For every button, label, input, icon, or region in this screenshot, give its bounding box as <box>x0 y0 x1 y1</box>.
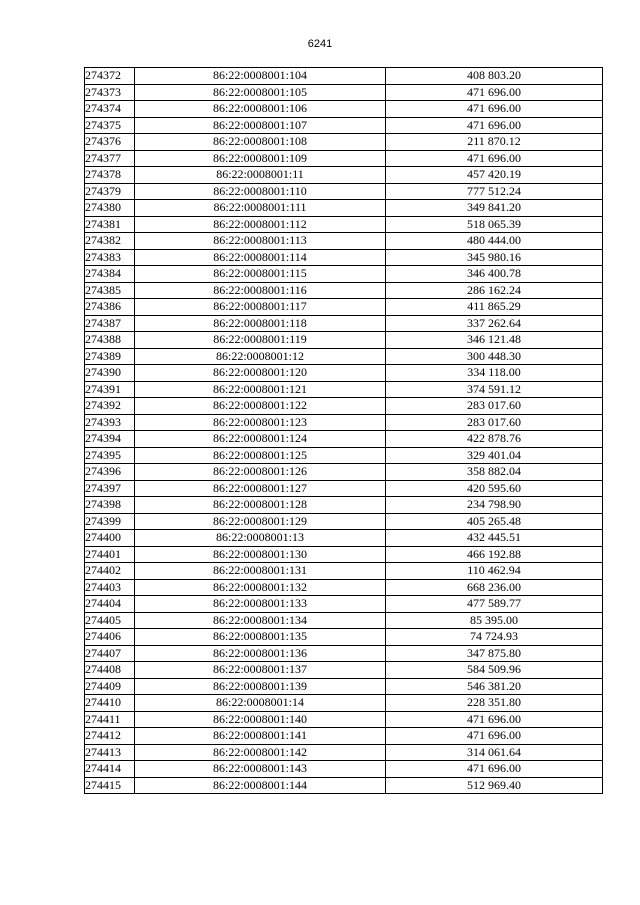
cadastral-number-cell: 86:22:0008001:125 <box>135 447 386 464</box>
row-number-cell: 274412 <box>85 728 135 745</box>
row-number-cell: 274380 <box>85 200 135 217</box>
table-row <box>85 348 603 365</box>
cadastral-number-cell: 86:22:0008001:136 <box>135 645 386 662</box>
cadastral-number-cell: 86:22:0008001:130 <box>135 546 386 563</box>
cadastral-number-cell: 86:22:0008001:128 <box>135 497 386 514</box>
cadastral-value-cell: 471 696.00 <box>386 117 603 134</box>
table-row <box>85 365 603 382</box>
table-row <box>85 761 603 778</box>
cadastral-value-cell: 518 065.39 <box>386 216 603 233</box>
cadastral-number-cell: 86:22:0008001:139 <box>135 678 386 695</box>
table-row <box>85 266 603 283</box>
table-row <box>85 480 603 497</box>
table-row <box>85 579 603 596</box>
table-row <box>85 101 603 118</box>
cadastral-value-cell: 405 265.48 <box>386 513 603 530</box>
cadastral-number-cell: 86:22:0008001:121 <box>135 381 386 398</box>
table-row <box>85 200 603 217</box>
cadastral-number-cell: 86:22:0008001:132 <box>135 579 386 596</box>
cadastral-number-cell: 86:22:0008001:110 <box>135 183 386 200</box>
table-row <box>85 777 603 794</box>
cadastral-value-cell: 471 696.00 <box>386 728 603 745</box>
row-number-cell: 274393 <box>85 414 135 431</box>
row-number-cell: 274405 <box>85 612 135 629</box>
row-number-cell: 274381 <box>85 216 135 233</box>
row-number-cell: 274389 <box>85 348 135 365</box>
row-number-cell: 274406 <box>85 629 135 646</box>
cadastral-number-cell: 86:22:0008001:104 <box>135 68 386 85</box>
cadastral-value-cell: 584 509.96 <box>386 662 603 679</box>
table-row <box>85 612 603 629</box>
table-body <box>85 68 603 794</box>
cadastral-number-cell: 86:22:0008001:12 <box>135 348 386 365</box>
cadastral-value-cell: 457 420.19 <box>386 167 603 184</box>
cadastral-number-cell: 86:22:0008001:109 <box>135 150 386 167</box>
table-row <box>85 299 603 316</box>
table-row <box>85 744 603 761</box>
cadastral-value-cell: 337 262.64 <box>386 315 603 332</box>
cadastral-value-cell: 349 841.20 <box>386 200 603 217</box>
table-row <box>85 167 603 184</box>
cadastral-value-cell: 283 017.60 <box>386 398 603 415</box>
cadastral-value-cell: 347 875.80 <box>386 645 603 662</box>
row-number-cell: 274407 <box>85 645 135 662</box>
table-row <box>85 629 603 646</box>
table-row <box>85 645 603 662</box>
row-number-cell: 274409 <box>85 678 135 695</box>
cadastral-number-cell: 86:22:0008001:142 <box>135 744 386 761</box>
cadastral-value-cell: 466 192.88 <box>386 546 603 563</box>
cadastral-number-cell: 86:22:0008001:115 <box>135 266 386 283</box>
cadastral-number-cell: 86:22:0008001:113 <box>135 233 386 250</box>
cadastral-value-cell: 85 395.00 <box>386 612 603 629</box>
cadastral-number-cell: 86:22:0008001:13 <box>135 530 386 547</box>
table-row <box>85 530 603 547</box>
row-number-cell: 274392 <box>85 398 135 415</box>
table-row <box>85 233 603 250</box>
table-row <box>85 431 603 448</box>
table-row <box>85 117 603 134</box>
cadastral-value-cell: 345 980.16 <box>386 249 603 266</box>
table-row <box>85 332 603 349</box>
table-row <box>85 414 603 431</box>
table-row <box>85 678 603 695</box>
table-row <box>85 315 603 332</box>
row-number-cell: 274376 <box>85 134 135 151</box>
cadastral-number-cell: 86:22:0008001:140 <box>135 711 386 728</box>
cadastral-value-cell: 432 445.51 <box>386 530 603 547</box>
cadastral-number-cell: 86:22:0008001:116 <box>135 282 386 299</box>
cadastral-value-cell: 668 236.00 <box>386 579 603 596</box>
table-row <box>85 513 603 530</box>
cadastral-value-cell: 234 798.90 <box>386 497 603 514</box>
cadastral-value-cell: 329 401.04 <box>386 447 603 464</box>
row-number-cell: 274408 <box>85 662 135 679</box>
table-row <box>85 596 603 613</box>
table-row <box>85 563 603 580</box>
cadastral-number-cell: 86:22:0008001:135 <box>135 629 386 646</box>
row-number-cell: 274410 <box>85 695 135 712</box>
row-number-cell: 274375 <box>85 117 135 134</box>
row-number-cell: 274387 <box>85 315 135 332</box>
row-number-cell: 274385 <box>85 282 135 299</box>
cadastral-number-cell: 86:22:0008001:119 <box>135 332 386 349</box>
row-number-cell: 274377 <box>85 150 135 167</box>
table-row <box>85 497 603 514</box>
row-number-cell: 274390 <box>85 365 135 382</box>
cadastral-number-cell: 86:22:0008001:107 <box>135 117 386 134</box>
row-number-cell: 274394 <box>85 431 135 448</box>
cadastral-value-cell: 228 351.80 <box>386 695 603 712</box>
row-number-cell: 274403 <box>85 579 135 596</box>
row-number-cell: 274373 <box>85 84 135 101</box>
table-row <box>85 662 603 679</box>
row-number-cell: 274402 <box>85 563 135 580</box>
cadastral-number-cell: 86:22:0008001:143 <box>135 761 386 778</box>
cadastral-value-cell: 314 061.64 <box>386 744 603 761</box>
page-number: 6241 <box>307 38 333 50</box>
row-number-cell: 274401 <box>85 546 135 563</box>
cadastral-number-cell: 86:22:0008001:133 <box>135 596 386 613</box>
table-row <box>85 728 603 745</box>
cadastral-number-cell: 86:22:0008001:123 <box>135 414 386 431</box>
row-number-cell: 274400 <box>85 530 135 547</box>
cadastral-value-cell: 471 696.00 <box>386 761 603 778</box>
table-row <box>85 183 603 200</box>
cadastral-value-cell: 512 969.40 <box>386 777 603 794</box>
table-row <box>85 249 603 266</box>
cadastral-number-cell: 86:22:0008001:11 <box>135 167 386 184</box>
cadastral-value-cell: 471 696.00 <box>386 84 603 101</box>
cadastral-number-cell: 86:22:0008001:105 <box>135 84 386 101</box>
cadastral-value-cell: 211 870.12 <box>386 134 603 151</box>
row-number-cell: 274374 <box>85 101 135 118</box>
cadastral-value-cell: 471 696.00 <box>386 101 603 118</box>
cadastral-value-cell: 283 017.60 <box>386 414 603 431</box>
row-number-cell: 274383 <box>85 249 135 266</box>
table-row <box>85 464 603 481</box>
row-number-cell: 274391 <box>85 381 135 398</box>
cadastral-value-cell: 358 882.04 <box>386 464 603 481</box>
table-row <box>85 695 603 712</box>
table-row <box>85 381 603 398</box>
cadastral-number-cell: 86:22:0008001:127 <box>135 480 386 497</box>
cadastral-number-cell: 86:22:0008001:134 <box>135 612 386 629</box>
cadastral-value-cell: 334 118.00 <box>386 365 603 382</box>
cadastral-number-cell: 86:22:0008001:120 <box>135 365 386 382</box>
row-number-cell: 274395 <box>85 447 135 464</box>
cadastral-number-cell: 86:22:0008001:122 <box>135 398 386 415</box>
row-number-cell: 274388 <box>85 332 135 349</box>
cadastral-number-cell: 86:22:0008001:131 <box>135 563 386 580</box>
row-number-cell: 274372 <box>85 68 135 85</box>
cadastral-number-cell: 86:22:0008001:144 <box>135 777 386 794</box>
cadastral-value-cell: 420 595.60 <box>386 480 603 497</box>
table-row <box>85 134 603 151</box>
cadastral-number-cell: 86:22:0008001:137 <box>135 662 386 679</box>
cadastral-value-cell: 411 865.29 <box>386 299 603 316</box>
cadastral-value-cell: 346 121.48 <box>386 332 603 349</box>
cadastral-value-cell: 422 878.76 <box>386 431 603 448</box>
cadastral-value-cell: 477 589.77 <box>386 596 603 613</box>
cadastral-number-cell: 86:22:0008001:117 <box>135 299 386 316</box>
table-row <box>85 546 603 563</box>
cadastral-number-cell: 86:22:0008001:108 <box>135 134 386 151</box>
row-number-cell: 274413 <box>85 744 135 761</box>
row-number-cell: 274378 <box>85 167 135 184</box>
cadastral-value-cell: 286 162.24 <box>386 282 603 299</box>
row-number-cell: 274384 <box>85 266 135 283</box>
cadastral-number-cell: 86:22:0008001:14 <box>135 695 386 712</box>
cadastral-value-cell: 346 400.78 <box>386 266 603 283</box>
row-number-cell: 274379 <box>85 183 135 200</box>
row-number-cell: 274411 <box>85 711 135 728</box>
cadastral-number-cell: 86:22:0008001:141 <box>135 728 386 745</box>
cadastral-number-cell: 86:22:0008001:126 <box>135 464 386 481</box>
table-row <box>85 711 603 728</box>
cadastral-number-cell: 86:22:0008001:114 <box>135 249 386 266</box>
row-number-cell: 274399 <box>85 513 135 530</box>
table-row <box>85 447 603 464</box>
cadastral-value-cell: 471 696.00 <box>386 150 603 167</box>
row-number-cell: 274415 <box>85 777 135 794</box>
table-row <box>85 150 603 167</box>
cadastral-value-cell: 110 462.94 <box>386 563 603 580</box>
cadastral-value-cell: 408 803.20 <box>386 68 603 85</box>
cadastral-value-cell: 74 724.93 <box>386 629 603 646</box>
row-number-cell: 274397 <box>85 480 135 497</box>
cadastral-number-cell: 86:22:0008001:124 <box>135 431 386 448</box>
cadastral-value-cell: 300 448.30 <box>386 348 603 365</box>
row-number-cell: 274414 <box>85 761 135 778</box>
row-number-cell: 274398 <box>85 497 135 514</box>
cadastral-value-table <box>84 67 603 794</box>
row-number-cell: 274396 <box>85 464 135 481</box>
cadastral-number-cell: 86:22:0008001:118 <box>135 315 386 332</box>
cadastral-value-cell: 374 591.12 <box>386 381 603 398</box>
row-number-cell: 274386 <box>85 299 135 316</box>
cadastral-value-cell: 777 512.24 <box>386 183 603 200</box>
cadastral-value-cell: 480 444.00 <box>386 233 603 250</box>
table-row <box>85 398 603 415</box>
row-number-cell: 274382 <box>85 233 135 250</box>
cadastral-value-cell: 471 696.00 <box>386 711 603 728</box>
cadastral-number-cell: 86:22:0008001:129 <box>135 513 386 530</box>
table-row <box>85 68 603 85</box>
cadastral-value-cell: 546 381.20 <box>386 678 603 695</box>
table-row <box>85 84 603 101</box>
table-row <box>85 216 603 233</box>
table-row <box>85 282 603 299</box>
row-number-cell: 274404 <box>85 596 135 613</box>
cadastral-number-cell: 86:22:0008001:106 <box>135 101 386 118</box>
cadastral-number-cell: 86:22:0008001:111 <box>135 200 386 217</box>
cadastral-number-cell: 86:22:0008001:112 <box>135 216 386 233</box>
